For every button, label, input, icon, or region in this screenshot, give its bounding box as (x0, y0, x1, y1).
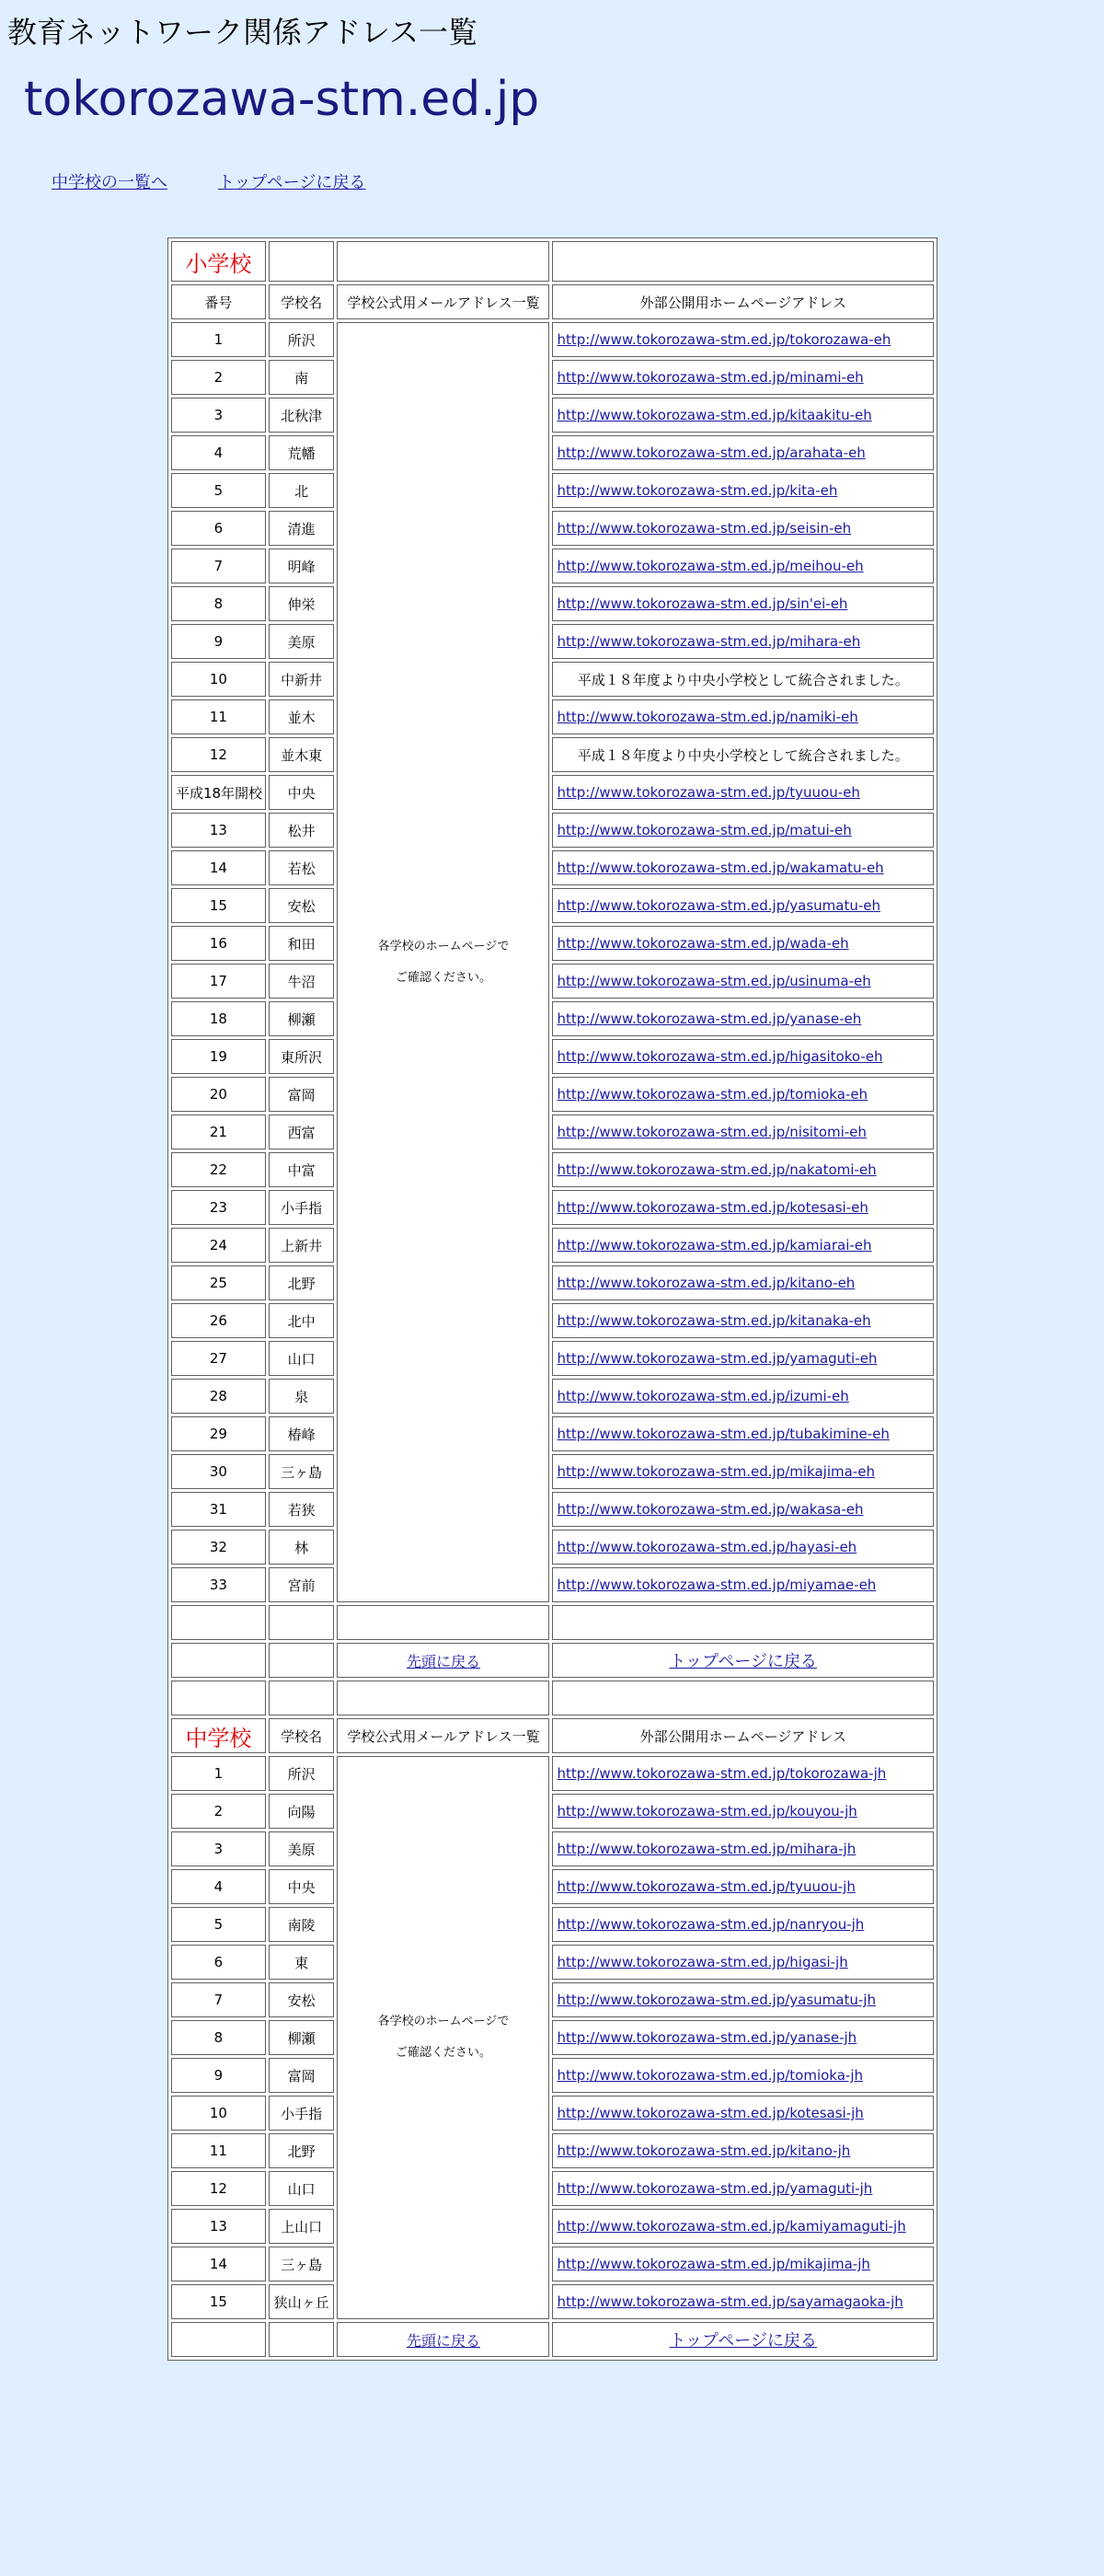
homepage-cell (552, 511, 934, 546)
homepage-cell (552, 1530, 934, 1565)
table-row (171, 1416, 934, 1451)
table-row (171, 1341, 934, 1376)
table-row (171, 1530, 934, 1565)
school-number: 25 (171, 1265, 266, 1300)
homepage-cell (552, 435, 934, 470)
elementary-category-row (171, 241, 934, 282)
homepage-link[interactable]: http://www.tokorozawa-stm.ed.jp/tomioka-eh (557, 1086, 868, 1103)
table-row (171, 1756, 934, 1791)
homepage-cell (552, 1228, 934, 1263)
table-row (171, 624, 934, 659)
school-number: 20 (171, 1077, 266, 1112)
junior-high-list-link[interactable]: 中学校の一覧へ (52, 173, 167, 192)
school-name: 北秋津 (269, 398, 335, 433)
back-to-head-cell (337, 1643, 549, 1678)
table-row (171, 2247, 934, 2281)
table-row (171, 398, 934, 433)
homepage-cell (552, 926, 934, 961)
spacer-row (171, 1681, 934, 1715)
table-row (171, 1794, 934, 1829)
table-row (171, 2284, 934, 2319)
homepage-link[interactable]: http://www.tokorozawa-stm.ed.jp/kitanaka-eh (557, 1312, 871, 1329)
school-name: 並木東 (269, 737, 335, 772)
school-number: 22 (171, 1152, 266, 1187)
navigation-row (171, 2322, 934, 2357)
school-number: 12 (171, 737, 266, 772)
homepage-cell (552, 2020, 934, 2055)
homepage-link[interactable]: http://www.tokorozawa-stm.ed.jp/nisitomi-eh (557, 1124, 867, 1140)
homepage-cell (552, 1001, 934, 1036)
mail-note-cell (337, 322, 549, 1602)
back-to-top-page-link[interactable]: トップページに戻る (669, 2331, 817, 2351)
homepage-cell (552, 2133, 934, 2168)
school-name: 南陵 (269, 1907, 335, 1942)
school-number: 5 (171, 473, 266, 508)
school-name: 松井 (269, 813, 335, 848)
school-number: 29 (171, 1416, 266, 1451)
table-row (171, 1039, 934, 1074)
homepage-cell (552, 2209, 934, 2244)
school-number: 17 (171, 964, 266, 999)
school-name: 明峰 (269, 549, 335, 583)
school-name: 小手指 (269, 1190, 335, 1225)
table-row (171, 1001, 934, 1036)
school-number: 28 (171, 1379, 266, 1414)
school-number: 6 (171, 1945, 266, 1980)
table-row (171, 964, 934, 999)
table-row (171, 1379, 934, 1414)
homepage-link[interactable]: http://www.tokorozawa-stm.ed.jp/yamaguti-jh (557, 2180, 873, 2197)
homepage-cell (552, 2096, 934, 2131)
school-number: 11 (171, 699, 266, 734)
homepage-cell (552, 2284, 934, 2319)
homepage-cell (552, 1492, 934, 1527)
homepage-link[interactable]: http://www.tokorozawa-stm.ed.jp/yamaguti-eh (557, 1350, 878, 1367)
col-header-homepage: 外部公開用ホームページアドレス (552, 1718, 934, 1753)
empty-cell (552, 1681, 934, 1715)
empty-cell (337, 1681, 549, 1715)
table-row (171, 1190, 934, 1225)
school-number: 12 (171, 2171, 266, 2206)
homepage-link[interactable]: http://www.tokorozawa-stm.ed.jp/namiki-eh (557, 709, 858, 725)
merger-note: 平成１８年度より中央小学校として統合されました。 (552, 662, 934, 697)
homepage-link[interactable]: http://www.tokorozawa-stm.ed.jp/wada-eh (557, 935, 849, 952)
school-number: 24 (171, 1228, 266, 1263)
back-to-head-link[interactable]: 先頭に戻る (406, 1652, 480, 1670)
school-name: 所沢 (269, 322, 335, 357)
school-number: 4 (171, 435, 266, 470)
school-number: 13 (171, 2209, 266, 2244)
school-number: 14 (171, 850, 266, 885)
school-number: 9 (171, 624, 266, 659)
school-name: 三ヶ島 (269, 2247, 335, 2281)
homepage-cell (552, 1341, 934, 1376)
table-row (171, 2020, 934, 2055)
homepage-link[interactable]: http://www.tokorozawa-stm.ed.jp/kita-eh (557, 482, 838, 499)
homepage-cell (552, 549, 934, 583)
school-number: 16 (171, 926, 266, 961)
school-number: 26 (171, 1303, 266, 1338)
table-row (171, 2096, 934, 2131)
table-row (171, 1228, 934, 1263)
col-header-homepage: 外部公開用ホームページアドレス (552, 284, 934, 319)
homepage-link[interactable]: http://www.tokorozawa-stm.ed.jp/sayamagaoka-jh (557, 2293, 903, 2310)
school-number: 7 (171, 549, 266, 583)
homepage-cell (552, 1794, 934, 1829)
table-row (171, 1265, 934, 1300)
mail-note-cell (337, 1756, 549, 2319)
homepage-cell (552, 1416, 934, 1451)
homepage-link[interactable]: http://www.tokorozawa-stm.ed.jp/kitano-eh (557, 1275, 856, 1291)
col-header-mail: 学校公式用メールアドレス一覧 (337, 284, 549, 319)
homepage-link[interactable]: http://www.tokorozawa-stm.ed.jp/tyuuou-eh (557, 784, 860, 801)
merger-note: 平成１８年度より中央小学校として統合されました。 (552, 737, 934, 772)
empty-cell (337, 1605, 549, 1640)
homepage-cell (552, 1265, 934, 1300)
homepage-cell (552, 360, 934, 395)
school-name: 上新井 (269, 1228, 335, 1263)
empty-cell (171, 1605, 266, 1640)
homepage-link[interactable]: http://www.tokorozawa-stm.ed.jp/miyamae-eh (557, 1577, 877, 1593)
empty-cell (269, 241, 335, 282)
school-name: 中央 (269, 1869, 335, 1904)
domain-title: tokorozawa-stm.ed.jp (24, 72, 540, 127)
table-row (171, 1982, 934, 2017)
school-number: 23 (171, 1190, 266, 1225)
school-name: 富岡 (269, 1077, 335, 1112)
empty-cell (171, 2322, 266, 2357)
homepage-cell (552, 888, 934, 923)
homepage-link[interactable]: http://www.tokorozawa-stm.ed.jp/usinuma-eh (557, 973, 871, 989)
school-name: 林 (269, 1530, 335, 1565)
school-name: 椿峰 (269, 1416, 335, 1451)
mail-note-line1: 各学校のホームページで (377, 939, 510, 953)
address-table-body (171, 241, 934, 2357)
school-number: 1 (171, 1756, 266, 1791)
school-name: 牛沼 (269, 964, 335, 999)
homepage-cell (552, 586, 934, 621)
back-to-head-link[interactable]: 先頭に戻る (406, 2331, 480, 2350)
back-to-top-page-link[interactable]: トップページに戻る (669, 1652, 817, 1671)
school-number: 平成18年開校 (171, 775, 266, 810)
table-row (171, 586, 934, 621)
school-number: 15 (171, 888, 266, 923)
table-row (171, 1907, 934, 1942)
school-name: 北 (269, 473, 335, 508)
homepage-cell (552, 1077, 934, 1112)
homepage-link[interactable]: http://www.tokorozawa-stm.ed.jp/kamiarai-eh (557, 1237, 872, 1253)
school-name: 荒幡 (269, 435, 335, 470)
elementary-category-label: 小学校 (171, 241, 266, 282)
table-row (171, 1869, 934, 1904)
school-name: 中央 (269, 775, 335, 810)
school-name: 南 (269, 360, 335, 395)
homepage-link[interactable]: http://www.tokorozawa-stm.ed.jp/higasi-jh (557, 1954, 848, 1970)
school-name: 清進 (269, 511, 335, 546)
table-row (171, 662, 934, 697)
col-header-number: 番号 (171, 284, 266, 319)
homepage-link[interactable]: http://www.tokorozawa-stm.ed.jp/tubakimine-eh (557, 1426, 890, 1442)
spacer-row (171, 1605, 934, 1640)
school-number: 15 (171, 2284, 266, 2319)
homepage-cell (552, 775, 934, 810)
table-row (171, 1115, 934, 1149)
homepage-cell (552, 473, 934, 508)
homepage-link[interactable]: http://www.tokorozawa-stm.ed.jp/tokorozawa-eh (557, 331, 891, 348)
table-row (171, 1492, 934, 1527)
school-number: 6 (171, 511, 266, 546)
school-name: 中新井 (269, 662, 335, 697)
homepage-link[interactable]: http://www.tokorozawa-stm.ed.jp/tomioka-jh (557, 2067, 863, 2084)
table-row (171, 1303, 934, 1338)
school-name: 柳瀬 (269, 1001, 335, 1036)
school-name: 西富 (269, 1115, 335, 1149)
school-name: 宮前 (269, 1567, 335, 1602)
table-row (171, 1567, 934, 1602)
school-number: 21 (171, 1115, 266, 1149)
school-name: 向陽 (269, 1794, 335, 1829)
school-name: 若松 (269, 850, 335, 885)
empty-cell (552, 241, 934, 282)
homepage-link[interactable]: http://www.tokorozawa-stm.ed.jp/higasitoko-eh (557, 1048, 883, 1065)
school-name: 北野 (269, 2133, 335, 2168)
school-number: 32 (171, 1530, 266, 1565)
homepage-link[interactable]: http://www.tokorozawa-stm.ed.jp/kitaakitu-eh (557, 407, 872, 423)
table-row (171, 813, 934, 848)
table-row (171, 737, 934, 772)
homepage-cell (552, 1454, 934, 1489)
empty-cell (269, 2322, 335, 2357)
empty-cell (171, 1681, 266, 1715)
col-header-school: 学校名 (269, 1718, 335, 1753)
school-number: 2 (171, 1794, 266, 1829)
homepage-cell (552, 1039, 934, 1074)
homepage-cell (552, 398, 934, 433)
school-name: 和田 (269, 926, 335, 961)
school-number: 2 (171, 360, 266, 395)
homepage-cell (552, 813, 934, 848)
school-number: 5 (171, 1907, 266, 1942)
school-number: 1 (171, 322, 266, 357)
homepage-link[interactable]: http://www.tokorozawa-stm.ed.jp/minami-eh (557, 369, 864, 386)
table-row (171, 473, 934, 508)
school-name: 富岡 (269, 2058, 335, 2093)
empty-cell (269, 1605, 335, 1640)
table-row (171, 1454, 934, 1489)
school-name: 狭山ヶ丘 (269, 2284, 335, 2319)
school-number: 18 (171, 1001, 266, 1036)
table-row (171, 549, 934, 583)
homepage-link[interactable]: http://www.tokorozawa-stm.ed.jp/arahata-eh (557, 445, 866, 461)
homepage-link[interactable]: http://www.tokorozawa-stm.ed.jp/yasumatu-jh (557, 1992, 876, 2008)
homepage-link[interactable]: http://www.tokorozawa-stm.ed.jp/matui-eh (557, 822, 852, 838)
homepage-link[interactable]: http://www.tokorozawa-stm.ed.jp/mikajima-jh (557, 2256, 870, 2272)
homepage-cell (552, 2247, 934, 2281)
school-name: 並木 (269, 699, 335, 734)
back-to-top-page-cell (552, 1643, 934, 1678)
homepage-cell (552, 1831, 934, 1866)
table-row (171, 360, 934, 395)
homepage-cell (552, 1756, 934, 1791)
table-row (171, 322, 934, 357)
school-number: 30 (171, 1454, 266, 1489)
homepage-link[interactable]: http://www.tokorozawa-stm.ed.jp/kitano-jh (557, 2143, 851, 2159)
col-header-school: 学校名 (269, 284, 335, 319)
school-name: 上山口 (269, 2209, 335, 2244)
school-name: 安松 (269, 1982, 335, 2017)
homepage-link[interactable]: http://www.tokorozawa-stm.ed.jp/seisin-eh (557, 520, 852, 537)
school-name: 山口 (269, 1341, 335, 1376)
school-name: 柳瀬 (269, 2020, 335, 2055)
school-number: 33 (171, 1567, 266, 1602)
school-name: 小手指 (269, 2096, 335, 2131)
col-header-mail: 学校公式用メールアドレス一覧 (337, 1718, 549, 1753)
school-name: 美原 (269, 624, 335, 659)
mail-note-line1: 各学校のホームページで (377, 2015, 510, 2028)
table-row (171, 775, 934, 810)
table-row (171, 2171, 934, 2206)
homepage-cell (552, 1190, 934, 1225)
school-name: 東 (269, 1945, 335, 1980)
homepage-cell (552, 322, 934, 357)
back-to-top-page-cell (552, 2322, 934, 2357)
homepage-cell (552, 1869, 934, 1904)
school-name: 安松 (269, 888, 335, 923)
school-number: 10 (171, 662, 266, 697)
homepage-link[interactable]: http://www.tokorozawa-stm.ed.jp/mikajima-eh (557, 1463, 875, 1480)
school-number: 8 (171, 586, 266, 621)
table-row (171, 926, 934, 961)
table-row (171, 2133, 934, 2168)
homepage-link[interactable]: http://www.tokorozawa-stm.ed.jp/mihara-jh (557, 1841, 857, 1857)
homepage-cell (552, 1303, 934, 1338)
school-name: 泉 (269, 1379, 335, 1414)
homepage-link[interactable]: http://www.tokorozawa-stm.ed.jp/kamiyamaguti-jh (557, 2218, 906, 2235)
school-number: 10 (171, 2096, 266, 2131)
homepage-cell (552, 964, 934, 999)
table-row (171, 1831, 934, 1866)
homepage-link[interactable]: http://www.tokorozawa-stm.ed.jp/tyuuou-jh (557, 1878, 856, 1895)
navigation-row (171, 1643, 934, 1678)
page-heading: 教育ネットワーク関係アドレス一覧 (7, 15, 478, 50)
homepage-link[interactable]: http://www.tokorozawa-stm.ed.jp/kotesasi-eh (557, 1199, 868, 1216)
table-row (171, 435, 934, 470)
table-row (171, 1077, 934, 1112)
homepage-link[interactable]: http://www.tokorozawa-stm.ed.jp/wakamatu-eh (557, 860, 884, 876)
homepage-link[interactable]: http://www.tokorozawa-stm.ed.jp/yanase-jh (557, 2029, 857, 2046)
table-row (171, 1152, 934, 1187)
table-row (171, 511, 934, 546)
table-row (171, 850, 934, 885)
elementary-column-header-row (171, 284, 934, 319)
homepage-link[interactable]: http://www.tokorozawa-stm.ed.jp/izumi-eh (557, 1388, 849, 1404)
homepage-cell (552, 1567, 934, 1602)
school-number: 19 (171, 1039, 266, 1074)
empty-cell (552, 1605, 934, 1640)
homepage-cell (552, 1907, 934, 1942)
school-name: 山口 (269, 2171, 335, 2206)
mail-note-line2: ご確認ください。 (395, 970, 491, 985)
homepage-link[interactable]: http://www.tokorozawa-stm.ed.jp/mihara-eh (557, 633, 861, 650)
homepage-link[interactable]: http://www.tokorozawa-stm.ed.jp/meihou-eh (557, 558, 864, 574)
school-name: 若狭 (269, 1492, 335, 1527)
table-row (171, 699, 934, 734)
school-number: 3 (171, 1831, 266, 1866)
school-number: 7 (171, 1982, 266, 2017)
school-number: 11 (171, 2133, 266, 2168)
table-row (171, 1945, 934, 1980)
homepage-cell (552, 2171, 934, 2206)
homepage-cell (552, 624, 934, 659)
homepage-link[interactable]: http://www.tokorozawa-stm.ed.jp/nanryou-jh (557, 1916, 865, 1933)
homepage-link[interactable]: http://www.tokorozawa-stm.ed.jp/nakatomi-eh (557, 1161, 877, 1178)
homepage-cell (552, 1152, 934, 1187)
homepage-link[interactable]: http://www.tokorozawa-stm.ed.jp/yanase-eh (557, 1011, 862, 1027)
table-row (171, 888, 934, 923)
homepage-cell (552, 1945, 934, 1980)
school-name: 所沢 (269, 1756, 335, 1791)
school-number: 4 (171, 1869, 266, 1904)
junior-high-header-row (171, 1718, 934, 1753)
school-number: 3 (171, 398, 266, 433)
school-name: 中富 (269, 1152, 335, 1187)
empty-cell (269, 1681, 335, 1715)
address-table (167, 237, 937, 2361)
homepage-link[interactable]: http://www.tokorozawa-stm.ed.jp/kotesasi-jh (557, 2105, 864, 2121)
back-to-head-cell (337, 2322, 549, 2357)
school-name: 北野 (269, 1265, 335, 1300)
homepage-link[interactable]: http://www.tokorozawa-stm.ed.jp/sin'ei-eh (557, 595, 848, 612)
school-number: 9 (171, 2058, 266, 2093)
school-name: 伸栄 (269, 586, 335, 621)
homepage-cell (552, 1115, 934, 1149)
school-number: 27 (171, 1341, 266, 1376)
homepage-link[interactable]: http://www.tokorozawa-stm.ed.jp/tokorozawa-jh (557, 1765, 887, 1782)
school-name: 東所沢 (269, 1039, 335, 1074)
mail-note-line2: ご確認ください。 (395, 2046, 491, 2060)
homepage-link[interactable]: http://www.tokorozawa-stm.ed.jp/hayasi-eh (557, 1539, 857, 1555)
homepage-cell (552, 2058, 934, 2093)
empty-cell (337, 241, 549, 282)
homepage-cell (552, 1379, 934, 1414)
school-number: 8 (171, 2020, 266, 2055)
school-number: 31 (171, 1492, 266, 1527)
school-name: 三ヶ島 (269, 1454, 335, 1489)
school-name: 美原 (269, 1831, 335, 1866)
top-page-link[interactable]: トップページに戻る (218, 173, 366, 192)
empty-cell (269, 1643, 335, 1678)
homepage-cell (552, 1982, 934, 2017)
homepage-cell (552, 699, 934, 734)
empty-cell (171, 1643, 266, 1678)
homepage-cell (552, 850, 934, 885)
school-name: 北中 (269, 1303, 335, 1338)
homepage-link[interactable]: http://www.tokorozawa-stm.ed.jp/kouyou-jh (557, 1803, 857, 1819)
table-row (171, 2209, 934, 2244)
homepage-link[interactable]: http://www.tokorozawa-stm.ed.jp/wakasa-eh (557, 1501, 864, 1518)
homepage-link[interactable]: http://www.tokorozawa-stm.ed.jp/yasumatu-eh (557, 897, 881, 914)
junior-high-category-label: 中学校 (171, 1718, 266, 1753)
school-number: 14 (171, 2247, 266, 2281)
school-number: 13 (171, 813, 266, 848)
table-row (171, 2058, 934, 2093)
